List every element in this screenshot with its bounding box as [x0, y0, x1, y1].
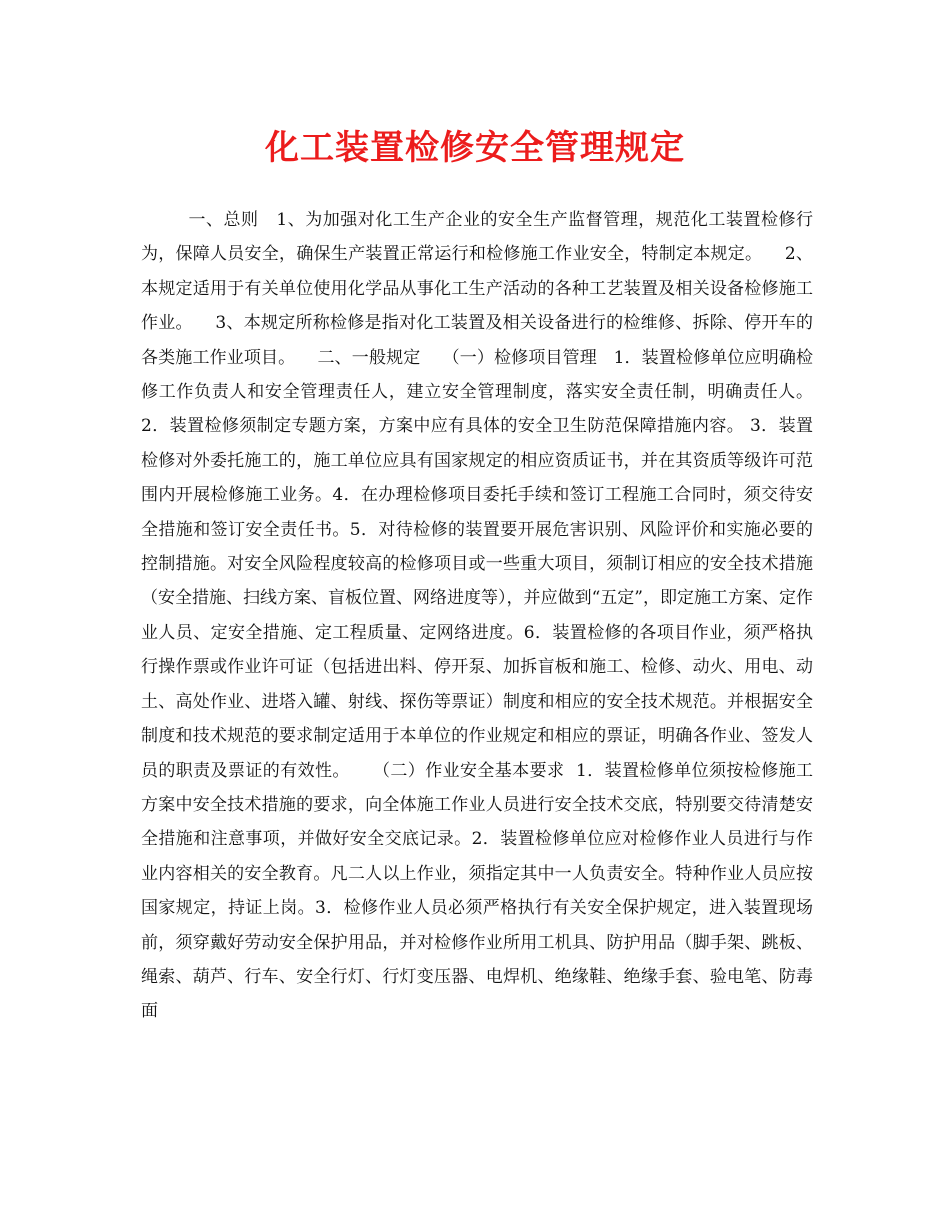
document-body: 一、总则 1、为加强对化工生产企业的安全生产监督管理，规范化工装置检修行为，保障人员安全，确保生产装置正常运行和检修施工作业安全，特制定本规定。 2、本规定适用于有关单位使用化学品从事化工生产活动的各种工艺装置及相关设备检修施工作业。 3、本规定所称检修是指对化工装置及相关设备进行的检维修、拆除、停开车的各类施工作业项目。 二、一般规定 （一）检修项目管理 1．装置检修单位应明确检修工作负责人和安全管理责任人，建立安全管理制度，落实安全责任制，明确责任人。2．装置检修须制定专题方案，方案中应有具体的安全卫生防范保障措施内容。 3．装置检修对外委托施工的，施工单位应具有国家规定的相应资质证书，并在其资质等级许可范围内开展检修施工业务。4．在办理检修项目委托手续和签订工程施工合同时，须交待安全措施和签订安全责任书。5．对待检修的装置要开展危害识别、风险评价和实施必要的控制措施。对安全风险程度较高的检修项目或一些重大项目，须制订相应的安全技术措施（安全措施、扫线方案、盲板位置、网络进度等），并应做到“五定”，即定施工方案、定作业人员、定安全措施、定工程质量、定网络进度。6．装置检修的各项目作业，须严格执行操作票或作业许可证（包括进出料、停开泵、加拆盲板和施工、检修、动火、用电、动土、高处作业、进塔入罐、射线、探伤等票证）制度和相应的安全技术规范。并根据安全制度和技术规范的要求制定适用于本单位的作业规定和相应的票证，明确各作业、签发人员的职责及票证的有效性。 （二）作业安全基本要求 1．装置检修单位须按检修施工方案中安全技术措施的要求，向全体施工作业人员进行安全技术交底，特别要交待清楚安全措施和注意事项，并做好安全交底记录。2．装置检修单位应对检修作业人员进行与作业内容相关的安全教育。凡二人以上作业，须指定其中一人负责安全。特种作业人员应按国家规定，持证上岗。3．检修作业人员必须严格执行有关安全保护规定，进入装置现场前，须穿戴好劳动安全保护用品，并对检修作业所用工机具、防护用品（脚手架、跳板、绳索、葫芦、行车、安全行灯、行灯变压器、电焊机、绝缘鞋、绝缘手套、验电笔、防毒面 — [141, 210, 813, 1022]
document-title: 化工装置检修安全管理规定 — [265, 128, 685, 168]
